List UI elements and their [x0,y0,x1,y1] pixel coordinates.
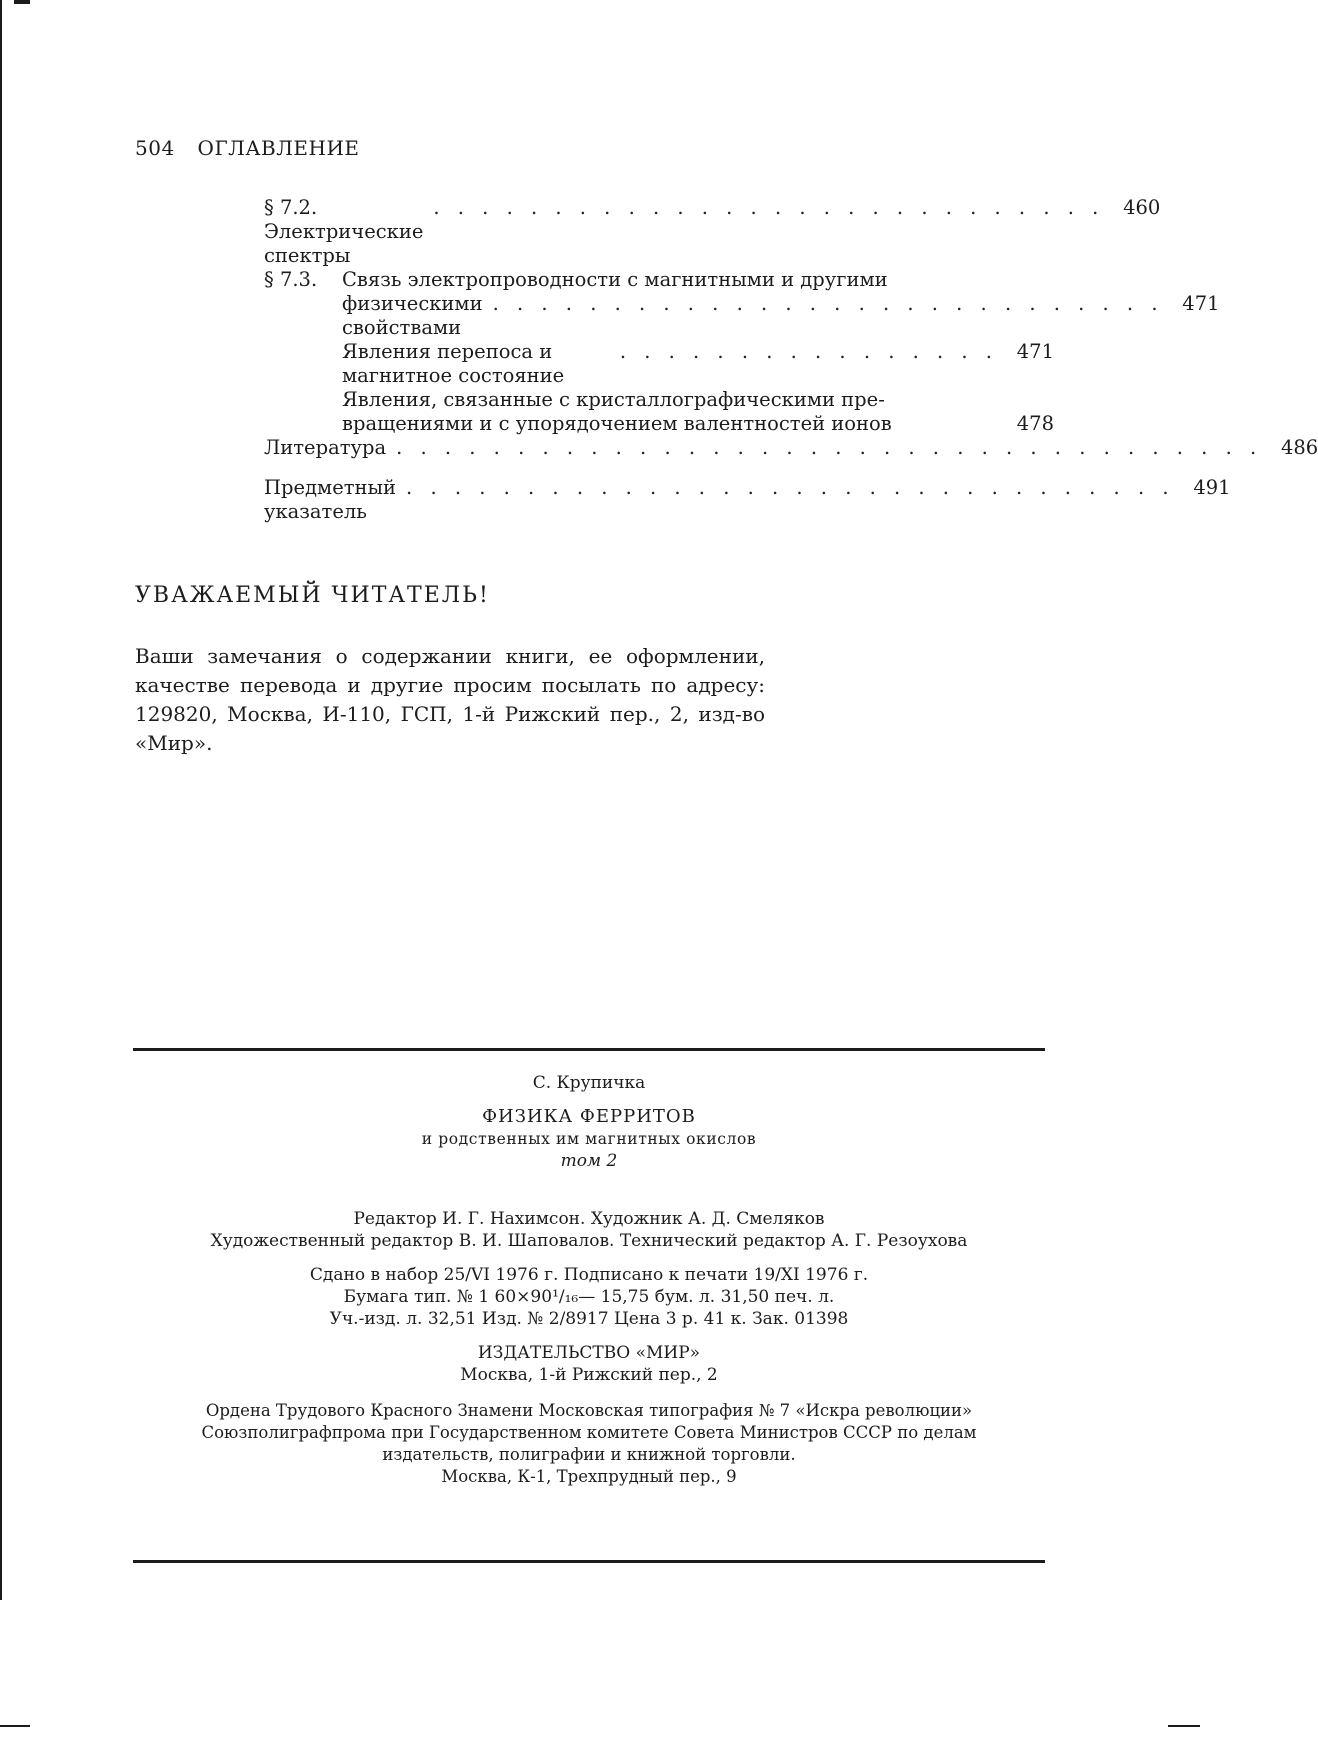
scan-edge-bottom-right [1168,1725,1200,1727]
toc-entry [264,388,1054,412]
publisher-name: ИЗДАТЕЛЬСТВО «МИР» [477,1343,701,1363]
scan-edge-left [0,0,2,1600]
book-subtitle: и родственных им магнитных окислов [421,1130,757,1148]
toc-title: Явления перепоса и магнитное состояние [342,340,565,387]
reader-notice-title: УВАЖАЕМЫЙ ЧИТАТЕЛЬ! [135,583,490,608]
toc-title-line2: физическими свойствами [342,292,483,339]
print-data-line: Сдано в набор 25/VI 1976 г. Подписано к печати 19/XI 1976 г. [309,1265,869,1285]
toc-page: 471 [1016,340,1054,363]
volume-label: том 2 [560,1151,618,1171]
toc-title: Предметный указатель [264,476,397,523]
toc-leader-dots: . . . . . . . . . . . . . . . . . . . . . . . . . . . . [492,292,1164,315]
toc-page: 478 [1016,412,1054,435]
toc-leader-dots: . . . . . . . . . . . . . . . . . . . . . . . . . . . . . . . . [406,476,1175,499]
imprint-top-rule [133,1048,1045,1051]
toc-page: 486 [1280,436,1318,459]
reader-notice-body: Ваши замечания о содержании книги, ее оформлении, качестве перевода и другие просим посылать по адресу: 129820, Москва, И-110, ГСП, 1-й Рижский пер., 2, изд-во «Мир». [135,644,765,755]
toc-title-line2: вращениями и с упорядочением валентностей ионов [342,412,892,435]
toc-page: 471 [1182,292,1220,315]
printer-line: Москва, К-1, Трехпрудный пер., 9 [441,1467,737,1486]
toc-entry [264,340,1054,388]
editors-line: Художественный редактор В. И. Шаповалов. Технический редактор А. Г. Резоухова [210,1231,968,1251]
printer-line: Ордена Трудового Красного Знамени Московская типография № 7 «Искра революции» [205,1401,973,1420]
publisher-address: Москва, 1-й Рижский пер., 2 [460,1365,718,1385]
editors-line: Редактор И. Г. Нахимсон. Художник А. Д. Смеляков [353,1209,825,1229]
toc-title: Электрические спектры [264,220,424,267]
running-head [135,136,360,160]
toc-title-line1: Связь электропроводности с магнитными и другими [342,268,888,291]
toc-entry-continued [264,412,1054,436]
author-line: С. Крупичка [532,1073,646,1093]
toc-section-number: § 7.3. [264,268,318,291]
toc-leader-dots: . . . . . . . . . . . . . . . . . . . . . . . . . . . . [433,196,1105,219]
toc-page: 491 [1193,476,1231,499]
print-data-line: Бумага тип. № 1 60×90¹/₁₆— 15,75 бум. л. 31,50 печ. л. [343,1287,835,1307]
table-of-contents [264,196,1318,524]
imprint-bottom-rule [133,1560,1045,1563]
running-head-title: ОГЛАВЛЕНИЕ [197,136,360,160]
scan-edge-top-left [14,0,30,4]
printer-line: издательств, полиграфии и книжной торговли. [382,1445,796,1464]
toc-leader-dots: . . . . . . . . . . . . . . . . [619,340,998,363]
toc-section-number: § 7.2. [264,196,318,219]
scan-edge-bottom-left [0,1725,30,1727]
printer-line: Союзполиграфпрома при Государственном комитете Совета Министров СССР по делам [201,1423,977,1442]
toc-entry [264,476,1231,524]
toc-page: 460 [1123,196,1161,219]
toc-leader-dots: . . . . . . . . . . . . . . . . . . . . . . . . . . . . . . . . . . . . [396,436,1263,459]
print-data-line: Уч.-изд. л. 32,51 Изд. № 2/8917 Цена 3 р. 41 к. Зак. 01398 [329,1309,849,1329]
toc-entry [264,268,1054,292]
toc-entry [264,196,1161,268]
toc-entry [264,436,1318,460]
imprint-block [133,1072,1045,1488]
toc-title: Литература [264,436,387,459]
book-title: ФИЗИКА ФЕРРИТОВ [482,1106,696,1127]
toc-title-line1: Явления, связанные с кристаллографическими пре- [342,388,885,411]
page-number: 504 [135,136,175,160]
toc-entry-continued [264,292,1220,340]
